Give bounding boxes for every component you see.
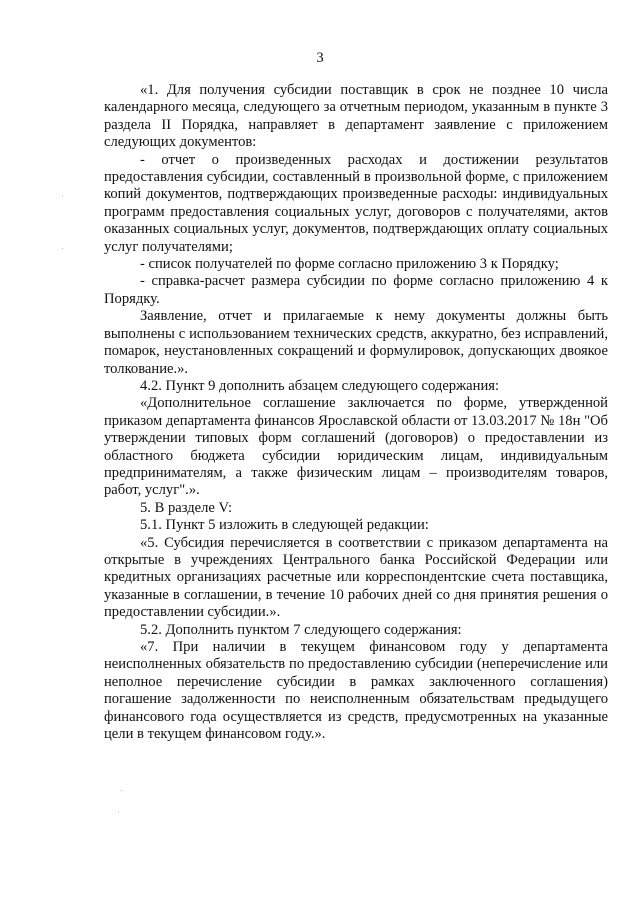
paragraph-item-5-1: 5.1. Пункт 5 изложить в следующей редакции:	[140, 517, 429, 534]
page-number: 3	[316, 50, 324, 66]
list-item-recipients-list: - список получателей по форме согласно приложению 3 к Порядку;	[140, 256, 559, 273]
paragraph-additional-agreement: «Дополнительное соглашение заключается по форме, утвержденной приказом департамента финансов Ярославской области от 13.03.2017 № 18н "Об утверждении типовых форм соглашений (договоров) о предоставлении из областного бюджета субсидии юридическим лицам, индивидуальным предпринимателям, а также физическим лицам – производителям товаров, работ, услуг".».	[104, 395, 608, 499]
scan-speck	[118, 812, 119, 813]
paragraph-item-5: 5. В разделе V:	[140, 499, 233, 516]
list-item-calculation-certificate: - справка-расчет размера субсидии по форме согласно приложению 4 к Порядку.	[104, 273, 608, 307]
scan-speck	[121, 790, 122, 791]
paragraph-item-5-2: 5.2. Дополнить пунктом 7 следующего содержания:	[140, 621, 462, 638]
paragraph-subsidy-transfer: «5. Субсидия перечисляется в соответствии с приказом департамента на открытые в учреждениях Центрального банка Российской Федерации или кредитных организациях расчетные или корреспондентские счета поставщика, указанные в соглашении, в течение 10 рабочих дней со дня принятия решения о предоставлении субсидии.».	[104, 534, 608, 621]
list-item-report: - отчет о произведенных расходах и достижении результатов предоставления субсидии, составленный в произвольной форме, с приложением копий документов, подтверждающих произведенные расходы: индивидуальных программ предоставления социальных услуг, договоров с получателями, актов оказанных социальных услуг, документов, подтверждающих оплату социальных услуг получателями;	[104, 151, 608, 255]
paragraph-subsidy-application: «1. Для получения субсидии поставщик в срок не позднее 10 числа календарного месяца, следующего за отчетным периодом, указанным в пункте 3 раздела II Порядка, направляет в департамент заявление с приложением следующих документов:	[104, 82, 608, 151]
paragraph-item-4-2: 4.2. Пункт 9 дополнить абзацем следующего содержания:	[140, 377, 500, 394]
scan-speck	[62, 196, 63, 197]
document-body	[104, 82, 608, 743]
paragraph-document-requirements: Заявление, отчет и прилагаемые к нему документы должны быть выполнены с использованием технических средств, аккуратно, без исправлений, помарок, неустановленных сокращений и формулировок, допускающих двоякое толкование.».	[104, 308, 608, 377]
scan-speck	[62, 248, 63, 249]
paragraph-unfulfilled-obligations: «7. При наличии в текущем финансовом году у департамента неисполненных обязательств по предоставлению субсидии (неперечисление или неполное перечисление субсидии в рамках заключенного соглашения) погашение задолженности по неисполненным обязательствам предыдущего финансового года осуществляется из средств, предусмотренных на указанные цели в текущем финансовом году.».	[104, 639, 608, 743]
